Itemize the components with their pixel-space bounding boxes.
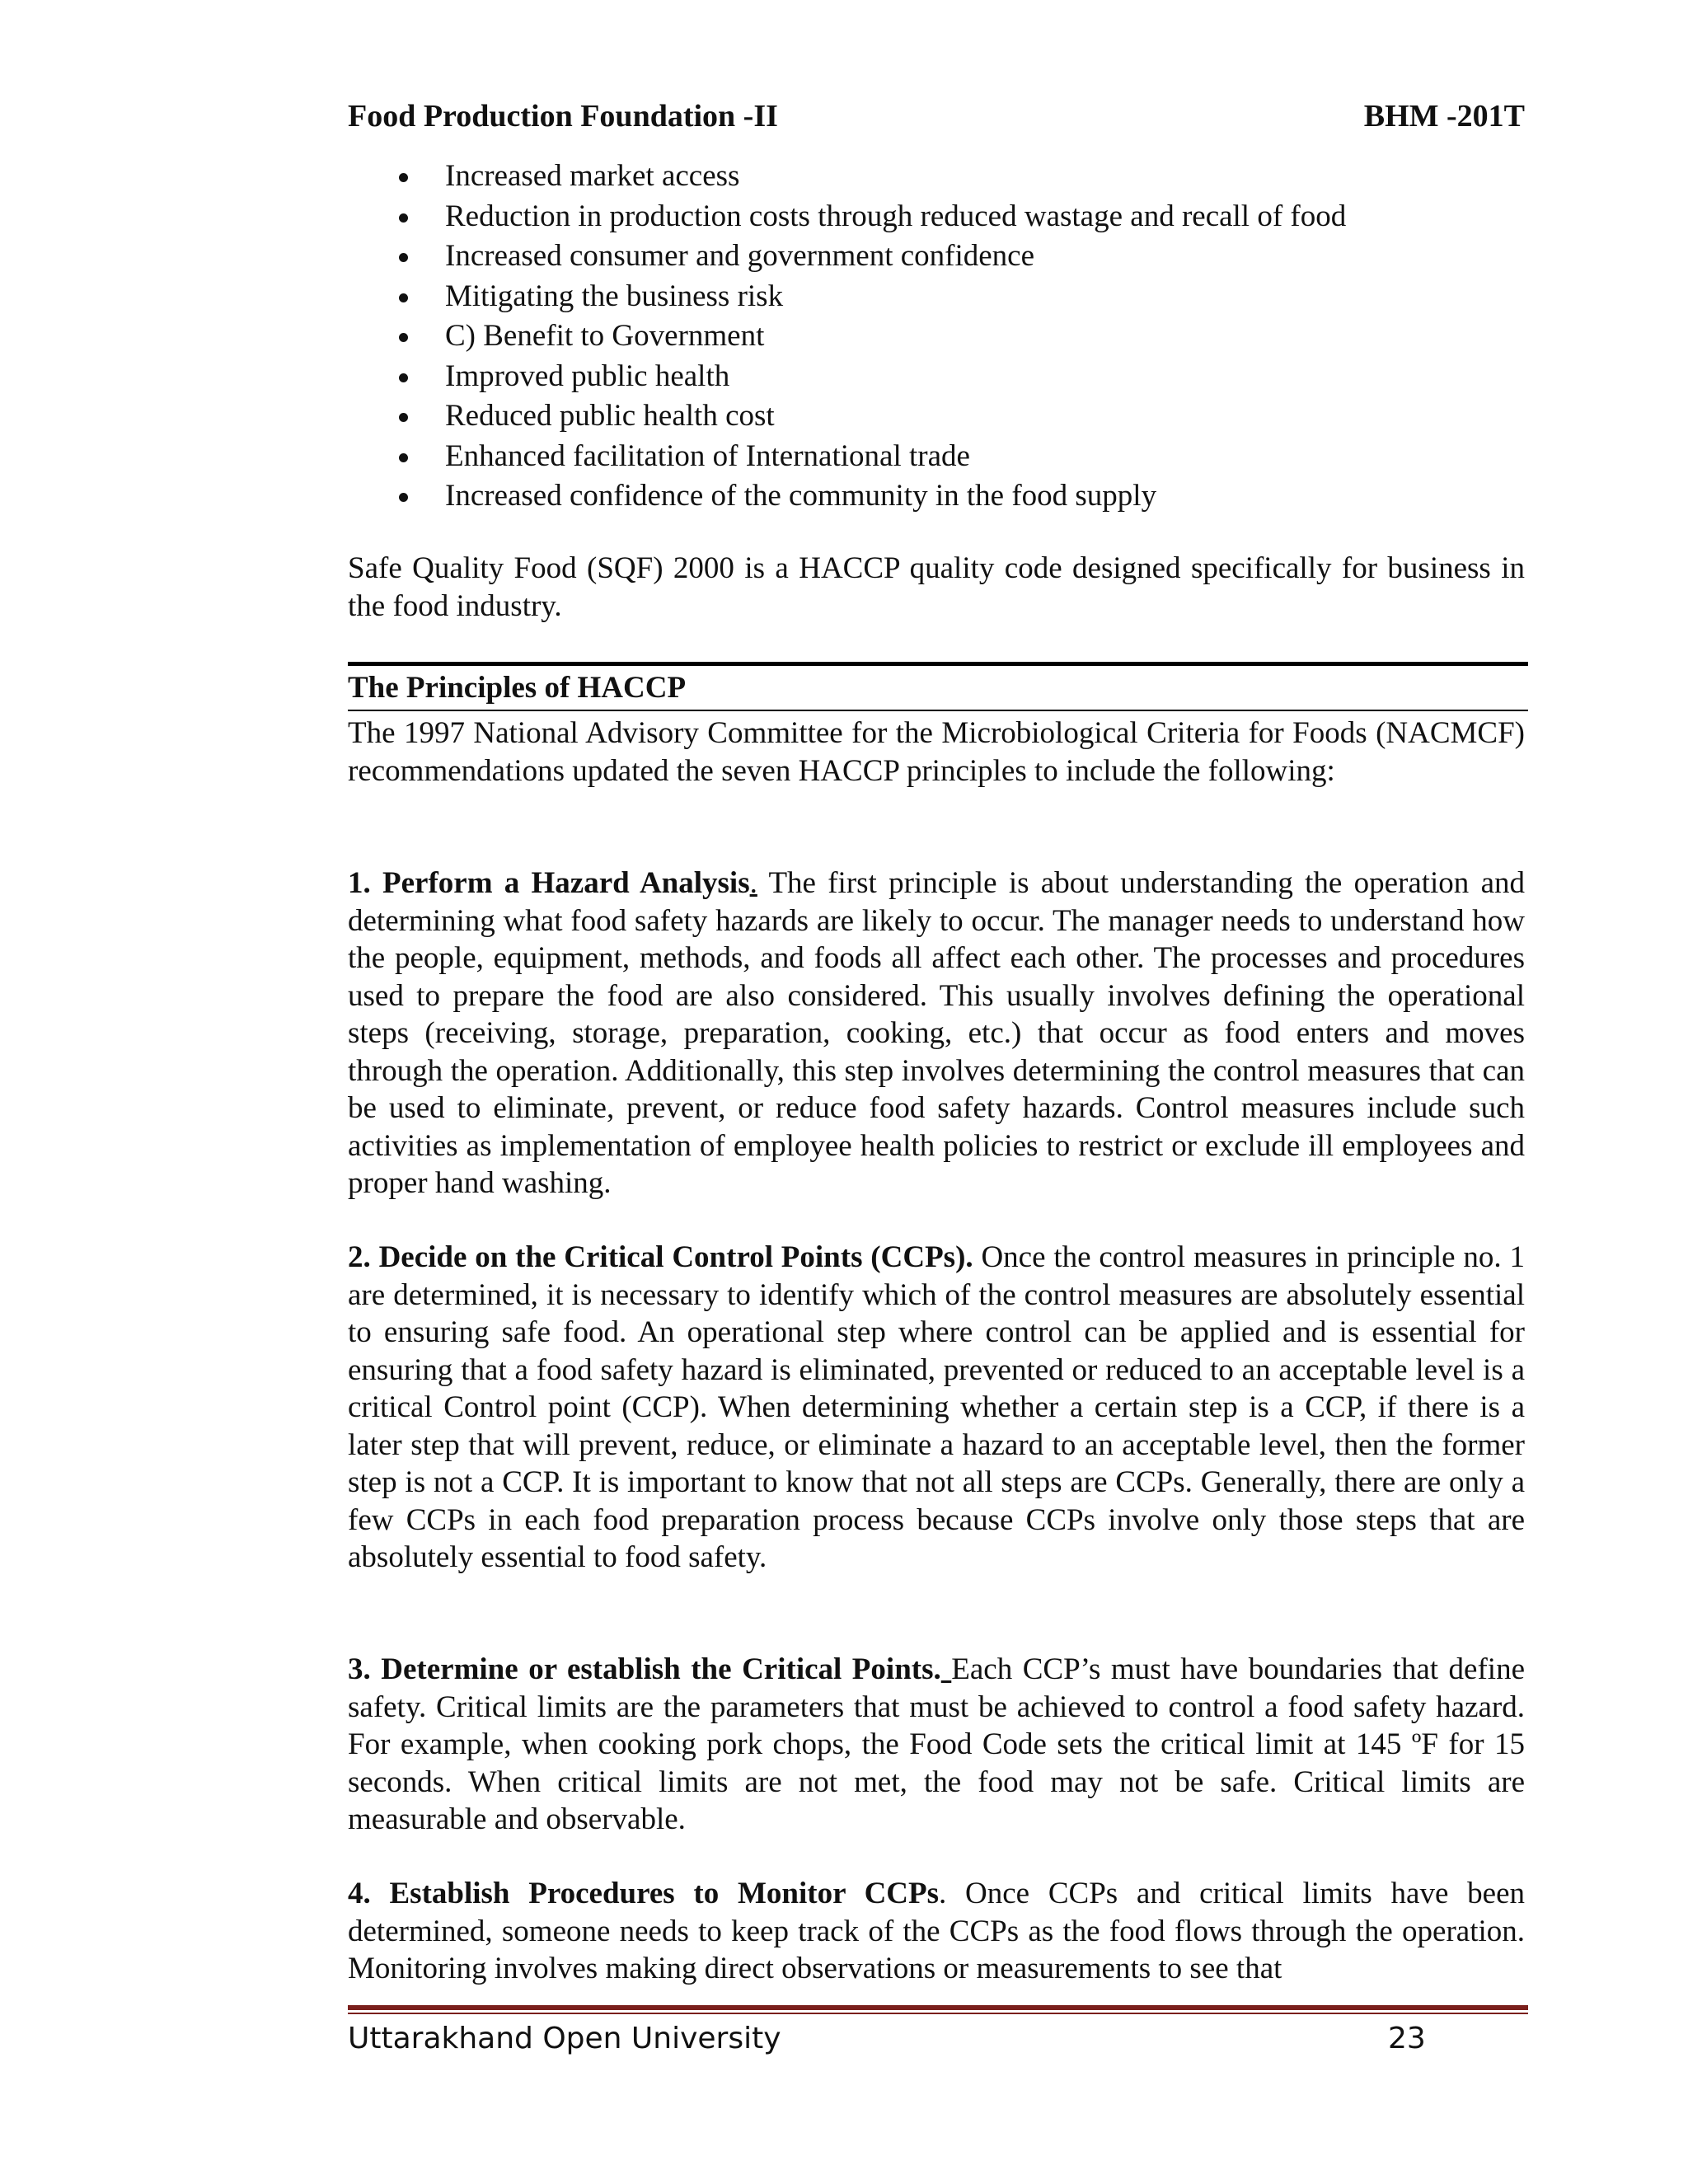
list-item: Increased market access xyxy=(348,157,1525,197)
principle-2 xyxy=(348,1239,1525,1577)
bullet-icon xyxy=(399,413,408,422)
course-title: Food Production Foundation -II xyxy=(348,99,778,134)
principle-heading: 1. Perform a Hazard Analysis xyxy=(348,866,750,900)
bullet-icon xyxy=(399,333,408,342)
section-divider xyxy=(348,662,1528,666)
section-intro: The 1997 National Advisory Committee for the Microbiological Criteria for Foods (NACMCF) recommendations updated the seven HACCP principles to include the following: xyxy=(348,716,1525,788)
section-underline xyxy=(348,710,1528,711)
footer-divider xyxy=(348,2005,1528,2010)
benefits-list xyxy=(348,157,1525,517)
bullet-icon xyxy=(399,173,408,182)
page-header xyxy=(348,97,1525,135)
bullet-icon xyxy=(399,493,408,502)
principle-heading: 4. Establish Procedures to Monitor CCPs xyxy=(348,1877,940,1910)
list-item: Improved public health xyxy=(348,357,1525,397)
course-code: BHM -201T xyxy=(1363,99,1525,134)
bullet-icon xyxy=(399,373,408,382)
principle-heading: 2. Decide on the Critical Control Points (CCPs). xyxy=(348,1240,973,1274)
list-item: Increased confidence of the community in the food supply xyxy=(348,476,1525,517)
principle-4 xyxy=(348,1875,1525,1988)
list-item: Enhanced facilitation of International trade xyxy=(348,437,1525,477)
principle-heading: 3. Determine or establish the Critical Points. xyxy=(348,1652,941,1686)
list-item: Reduction in production costs through reduced wastage and recall of food xyxy=(348,197,1525,237)
principle-text: Once the control measures in principle no. 1 are determined, it is necessary to identify which of the control measures are absolutely essential to ensuring safe food. An operational step where control can be applied and is essential for ensuring that a food safety hazard is eliminated, prevented or reduced to an acceptable level is a critical Control point (CCP). When determining whether a certain step is a CCP, if there is a later step that will prevent, reduce, or eliminate a hazard to an acceptable level, then the former step is not a CCP. It is important to know that not all steps are CCPs. Generally, there are only a few CCPs in each food preparation process because CCPs involve only those steps that are absolutely essential to food safety. xyxy=(348,1240,1525,1574)
principle-text: . Once CCPs and critical limits have been determined, someone needs to keep track of the CCPs as the food flows through the operation. Monitoring involves making direct observations or measurements to see that xyxy=(348,1877,1525,1985)
principle-heading-suffix xyxy=(941,1652,952,1686)
principle-3 xyxy=(348,1651,1525,1839)
list-item: Mitigating the business risk xyxy=(348,277,1525,317)
bullet-icon xyxy=(399,293,408,302)
institution-name: Uttarakhand Open University xyxy=(348,2022,781,2055)
section-heading: The Principles of HACCP xyxy=(348,671,687,705)
bullet-icon xyxy=(399,213,408,223)
principle-heading-suffix: . xyxy=(749,866,757,900)
principle-text: Each CCP’s must have boundaries that define safety. Critical limits are the parameters that must be achieved to control a food safety hazard. For example, when cooking pork chops, the Food Code sets the critical limit at 145 ºF for 15 seconds. When critical limits are not met, the food may not be safe. Critical limits are measurable and observable. xyxy=(348,1652,1525,1836)
principle-text: The first principle is about understanding the operation and determining what food safety hazards are likely to occur. The manager needs to understand how the people, equipment, methods, and foods all affect each other. The processes and procedures used to prepare the food are also considered. This usually involves defining the operational steps (receiving, storage, preparation, cooking, etc.) that occur as food enters and moves through the operation. Additionally, this step involves determining the control measures that can be used to eliminate, prevent, or reduce food safety hazards. Control measures include such activities as implementation of employee health policies to restrict or exclude ill employees and proper hand washing. xyxy=(348,866,1525,1200)
bullet-icon xyxy=(399,453,408,462)
page-number: 23 xyxy=(1388,2022,1426,2055)
list-item: Increased consumer and government confidence xyxy=(348,237,1525,277)
bullet-icon xyxy=(399,253,408,262)
principle-1 xyxy=(348,865,1525,1202)
list-item: C) Benefit to Government xyxy=(348,316,1525,357)
sqf-paragraph: Safe Quality Food (SQF) 2000 is a HACCP quality code designed specifically for business in the food industry. xyxy=(348,551,1525,623)
footer-divider-thin xyxy=(348,2013,1528,2014)
list-item: Reduced public health cost xyxy=(348,396,1525,437)
